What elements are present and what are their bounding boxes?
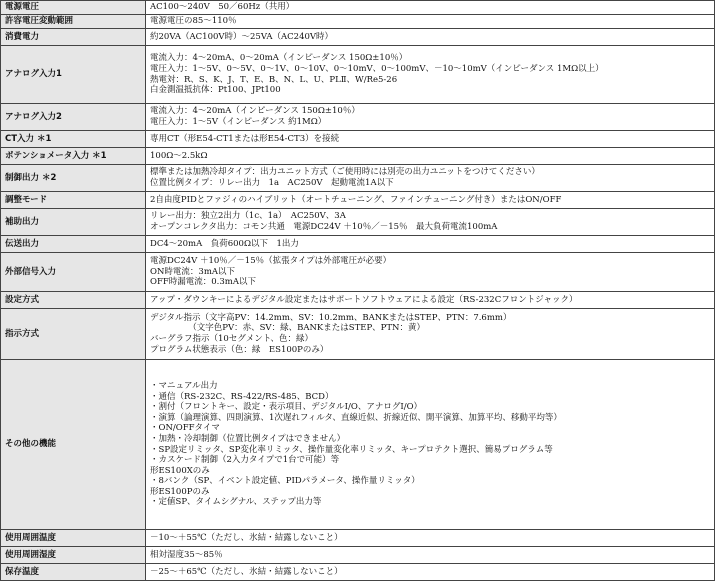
spec-label: その他の機能 <box>1 360 146 530</box>
spec-value-line: ・定値SP、タイムシグナル、ステップ出力等 <box>150 497 322 508</box>
spec-value <box>146 1 715 15</box>
spec-value-line: 電源DC24V ＋10％／－15％（拡張タイプは外部電圧が必要） <box>150 256 392 267</box>
spec-value-line: 位置比例タイプ：リレー出力 1a AC250V 起動電流1A以下 <box>150 178 394 188</box>
spec-value-line: OFF時漏電流：0.3mA以下 <box>150 277 256 288</box>
spec-label: 指示方式 <box>1 309 146 360</box>
spec-label: 使用周囲湿度 <box>1 547 146 564</box>
spec-value-line: 電圧入力：1～5V（インピーダンス 約1MΩ） <box>150 117 327 127</box>
spec-value <box>146 309 715 360</box>
spec-value <box>146 165 715 192</box>
spec-label: 使用周囲温度 <box>1 530 146 547</box>
spec-value <box>146 192 715 209</box>
spec-value-line: オープンコレクタ出力：コモン共通 電源DC24V ＋10％／－15％ 最大負荷電流100mA <box>150 222 498 232</box>
spec-value-line: ・演算（論理演算、四則演算、1次遅れフィルタ、直線近似、折線近似、開平演算、加算平均、移動平均等） <box>150 412 562 423</box>
spec-value-line: 白金測温抵抗体：Pt100、JPt100 <box>150 85 281 96</box>
spec-label: 許容電圧変動範囲 <box>1 15 146 29</box>
spec-value-line: 電流入力：4～20mA（インピーダンス 150Ω±10％） <box>150 106 360 117</box>
spec-value-line: バーグラフ指示（10セグメント、色：緑） <box>150 334 313 344</box>
spec-value <box>146 292 715 309</box>
spec-value-line: リレー出力：独立2出力（1c、1a） AC250V、3A <box>150 211 346 222</box>
spec-value <box>146 15 715 29</box>
spec-value <box>146 148 715 165</box>
spec-value-line: ・マニュアル出力 <box>150 380 218 391</box>
spec-label: 電源電圧 <box>1 1 146 15</box>
spec-value-line: －25～＋65℃（ただし、氷結・結露しないこと） <box>150 566 343 577</box>
spec-value <box>146 547 715 564</box>
spec-row <box>1 209 715 236</box>
spec-value-line: ・通信（RS-232C、RS-422/RS-485、BCD） <box>150 391 334 402</box>
spec-value <box>146 360 715 530</box>
spec-row <box>1 131 715 148</box>
specification-table-body <box>1 1 715 581</box>
spec-value <box>146 253 715 292</box>
spec-value-line: ・割付（フロントキー、設定・表示項目、デジタルI/O、アナログI/O） <box>150 402 423 413</box>
spec-value-line: ・加熱・冷却制御（位置比例タイプはできません） <box>150 433 346 444</box>
spec-row <box>1 564 715 581</box>
spec-value-line: プログラム状態表示（色：緑 ES100Pのみ） <box>150 344 329 355</box>
spec-value <box>146 29 715 46</box>
spec-row <box>1 292 715 309</box>
spec-value-line: （文字色PV：赤、SV：緑、BANKまたはSTEP、PTN：黄） <box>150 323 425 334</box>
spec-value-line: アップ・ダウンキーによるデジタル設定またはサポートソフトウェアによる設定（RS-232Cフロントジャック） <box>150 294 578 305</box>
spec-row <box>1 148 715 165</box>
spec-row <box>1 15 715 29</box>
spec-row <box>1 165 715 192</box>
spec-row <box>1 530 715 547</box>
spec-row <box>1 1 715 15</box>
spec-value-line: ・ON/OFFタイマ <box>150 423 220 434</box>
spec-label: 調整モード <box>1 192 146 209</box>
spec-value-line: 約20VA（AC100V時）～25VA（AC240V時） <box>150 31 334 42</box>
spec-value-line: 2自由度PIDとファジィのハイブリット（オートチューニング、ファインチューニング付き）またはON/OFF <box>150 194 562 205</box>
spec-value-line: 電源電圧の85～110％ <box>150 16 237 27</box>
spec-value-line: 相対湿度35～85％ <box>150 549 223 560</box>
spec-value-line: 形ES100Xのみ <box>150 465 210 476</box>
spec-value-line: DC4～20mA 負荷600Ω以下 1出力 <box>150 238 299 249</box>
spec-row <box>1 46 715 104</box>
spec-label: 補助出力 <box>1 209 146 236</box>
spec-value-line: 標準または加熱冷却タイプ：出力ユニット方式（ご使用時には別売の出力ユニットをつけてください） <box>150 167 540 178</box>
spec-row <box>1 547 715 564</box>
spec-value-line: ・SP設定リミッタ、SP変化率リミッタ、操作量変化率リミッタ、キープロテクト選択、簡易プログラム等 <box>150 444 553 455</box>
spec-row <box>1 29 715 46</box>
spec-label: 伝送出力 <box>1 236 146 253</box>
spec-value-line: 専用CT（形E54-CT1または形E54-CT3）を接続 <box>150 133 340 144</box>
spec-label: CT入力 ＊1 <box>1 131 146 148</box>
spec-value-line: ・カスケード制御（2入力タイプで1台で可能）等 <box>150 455 340 466</box>
spec-value-line: ・8バンク（SP、イベント設定値、PIDパラメータ、操作量リミッタ） <box>150 476 420 487</box>
spec-value-line: AC100～240V 50／60Hz（共用） <box>150 2 295 13</box>
spec-label: 設定方式 <box>1 292 146 309</box>
spec-label: 制御出力 ＊2 <box>1 165 146 192</box>
spec-value <box>146 104 715 131</box>
spec-label: 外部信号入力 <box>1 253 146 292</box>
spec-value-line: 熱電対：R、S、K、J、T、E、B、N、L、U、PLⅡ、W/Re5-26 <box>150 74 398 85</box>
spec-value-line: 形ES100Pのみ <box>150 486 210 497</box>
spec-value-line: －10～＋55℃（ただし、氷結・結露しないこと） <box>150 532 343 543</box>
spec-row <box>1 360 715 530</box>
spec-value <box>146 131 715 148</box>
spec-value <box>146 564 715 581</box>
spec-row <box>1 104 715 131</box>
spec-value-line: 電流入力：4～20mA、0～20mA（インピーダンス 150Ω±10％） <box>150 53 408 64</box>
spec-label: 消費電力 <box>1 29 146 46</box>
spec-row <box>1 236 715 253</box>
spec-value <box>146 209 715 236</box>
spec-label: ポテンショメータ入力 ＊1 <box>1 148 146 165</box>
spec-value <box>146 530 715 547</box>
spec-value <box>146 236 715 253</box>
spec-value-line: デジタル指示（文字高PV：14.2mm、SV：10.2mm、BANKまたはSTEP、PTN：7.6mm） <box>150 312 512 323</box>
spec-value <box>146 46 715 104</box>
spec-label: アナログ入力2 <box>1 104 146 131</box>
spec-label: 保存温度 <box>1 564 146 581</box>
spec-row <box>1 309 715 360</box>
spec-row <box>1 253 715 292</box>
spec-value-line: 電圧入力：1～5V、0～5V、0～1V、0～10V、0～10mV、0～100mV、－10～10mV（インピーダンス 1MΩ以上） <box>150 63 604 74</box>
spec-label: アナログ入力1 <box>1 46 146 104</box>
spec-row <box>1 192 715 209</box>
spec-value-line: 100Ω～2.5kΩ <box>150 150 208 161</box>
spec-value-line: ON時電流：3mA以下 <box>150 266 236 277</box>
